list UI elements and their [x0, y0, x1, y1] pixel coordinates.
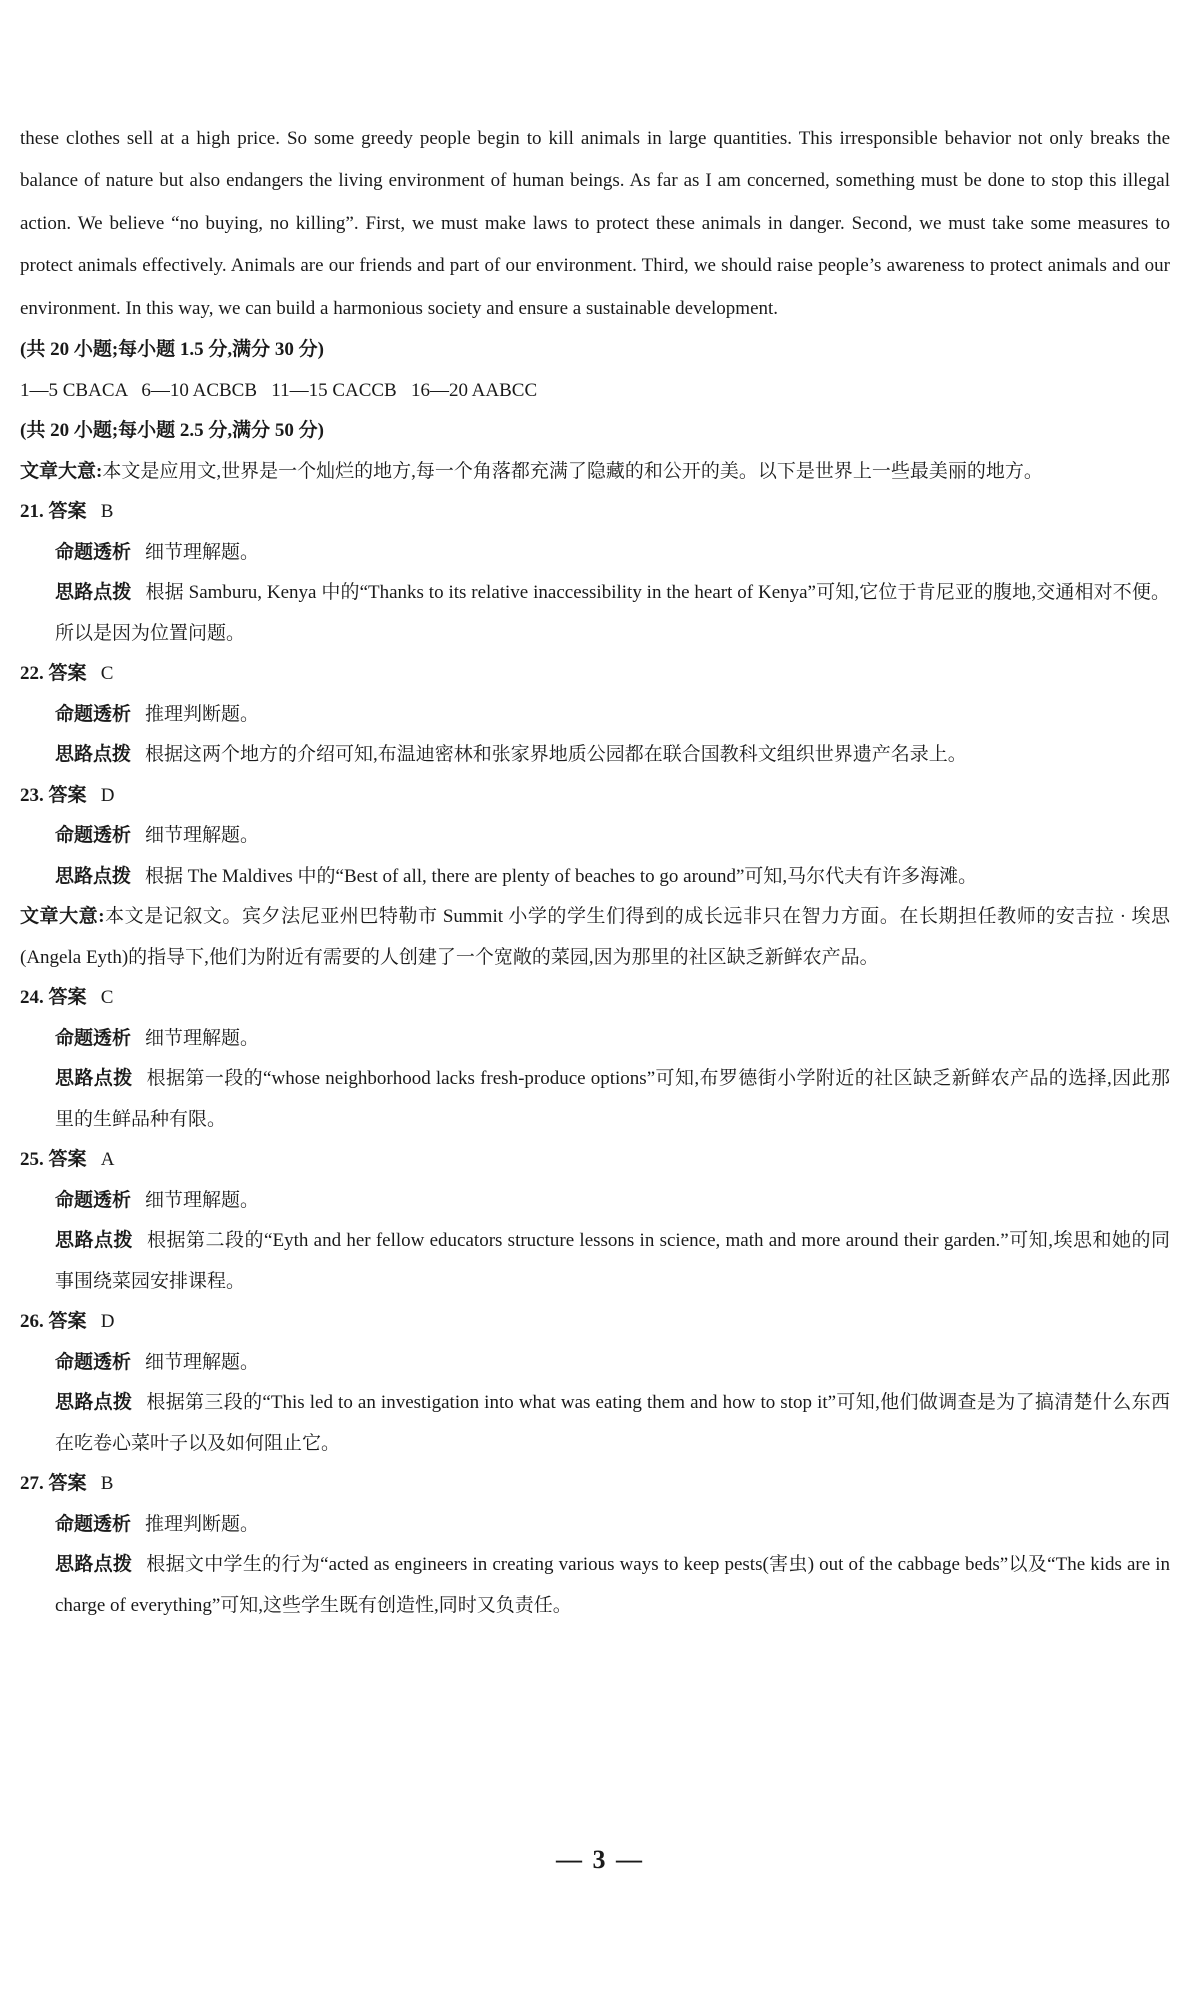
type-label: 命题透析	[55, 703, 132, 725]
hint-label: 思路点拨	[55, 865, 132, 887]
page-number: — 3 —	[556, 1845, 644, 1874]
document-page	[20, 118, 1170, 1626]
hint-label: 思路点拨	[55, 582, 132, 604]
type-label: 命题透析	[55, 541, 132, 563]
hint-label: 思路点拨	[55, 1230, 134, 1252]
type-label: 命题透析	[55, 1513, 132, 1535]
section1-header: (共 20 小题;每小题 1.5 分,满分 30 分)	[20, 339, 324, 361]
answer-value: D	[100, 1311, 115, 1333]
answer-value: B	[100, 501, 114, 523]
question-22	[20, 654, 1170, 776]
summary-text: 本文是应用文,世界是一个灿烂的地方,每一个角落都充满了隐藏的和公开的美。以下是世界上一些最美丽的地方。	[102, 460, 1043, 482]
hint-text: 根据这两个地方的介绍可知,布温迪密林和张家界地质公园都在联合国教科文组织世界遗产名录上。	[145, 744, 967, 766]
type-value: 细节理解题。	[145, 1189, 260, 1211]
answer-value: A	[100, 1149, 115, 1171]
hint-text: 根据第二段的“Eyth and her fellow educators structure lessons in science, math and more around their garden.”可知,埃思和她的同事围绕菜园安排课程。	[55, 1230, 1170, 1292]
hint-text: 根据第三段的“This led to an investigation into what was eating them and how to stop it”可知,他们做调查是为了搞清楚什么东西在吃卷心菜叶子以及如何阻止它。	[55, 1392, 1170, 1454]
type-label: 命题透析	[55, 1027, 132, 1049]
type-value: 细节理解题。	[145, 1351, 260, 1373]
type-value: 细节理解题。	[145, 1027, 260, 1049]
type-value: 细节理解题。	[145, 541, 260, 563]
question-number: 26.	[20, 1311, 44, 1333]
section1-answers: 1—5 CBACA 6—10 ACBCB 11—15 CACCB 16—20 AABCC	[20, 379, 538, 401]
answer-label: 答案	[48, 1311, 87, 1333]
answer-value: C	[100, 987, 114, 1009]
summary-label: 文章大意:	[20, 460, 103, 482]
question-27	[20, 1464, 1170, 1626]
hint-text: 根据 Samburu, Kenya 中的“Thanks to its relative inaccessibility in the heart of Kenya”可知,它位于肯尼亚的腹地,交通相对不便。所以是因为位置问题。	[55, 582, 1170, 644]
hint-text: 根据文中学生的行为“acted as engineers in creating various ways to keep pests(害虫) out of the cabbage beds”以及“The kids are in charge of everything”可知,这些学生既有创造性,同时又负责任。	[55, 1554, 1170, 1616]
type-value: 推理判断题。	[145, 1513, 260, 1535]
answer-label: 答案	[48, 1473, 87, 1495]
hint-label: 思路点拨	[55, 744, 132, 766]
question-26	[20, 1302, 1170, 1464]
answer-value: B	[100, 1473, 114, 1495]
question-number: 21.	[20, 501, 44, 523]
type-value: 细节理解题。	[145, 825, 260, 847]
question-23	[20, 776, 1170, 898]
question-number: 27.	[20, 1473, 44, 1495]
question-number: 22.	[20, 663, 44, 685]
type-label: 命题透析	[55, 825, 132, 847]
answer-label: 答案	[48, 501, 87, 523]
question-number: 24.	[20, 987, 44, 1009]
answer-label: 答案	[48, 663, 87, 685]
type-value: 推理判断题。	[145, 703, 260, 725]
question-number: 23.	[20, 784, 44, 806]
type-label: 命题透析	[55, 1351, 132, 1373]
passage-summary	[20, 897, 1170, 978]
question-number: 25.	[20, 1149, 44, 1171]
question-25	[20, 1140, 1170, 1302]
hint-label: 思路点拨	[55, 1068, 133, 1090]
passage-summary	[20, 452, 1170, 493]
summary-label: 文章大意:	[20, 906, 105, 928]
summary-text: 本文是记叙文。宾夕法尼亚州巴特勒市 Summit 小学的学生们得到的成长远非只在智力方面。在长期担任教师的安吉拉 · 埃思(Angela Eyth)的指导下,他们为附近有需要的人创建了一个宽敞的菜园,因为那里的社区缺乏新鲜农产品。	[20, 906, 1170, 968]
answer-value: C	[100, 663, 114, 685]
hint-text: 根据第一段的“whose neighborhood lacks fresh-produce options”可知,布罗德街小学附近的社区缺乏新鲜农产品的选择,因此那里的生鲜品种有限。	[55, 1068, 1170, 1130]
answer-label: 答案	[48, 987, 87, 1009]
hint-text: 根据 The Maldives 中的“Best of all, there are plenty of beaches to go around”可知,马尔代夫有许多海滩。	[145, 865, 978, 887]
essay-paragraph: these clothes sell at a high price. So some greedy people begin to kill animals in large quantities. This irresponsible behavior not only breaks the balance of nature but also endangers the living environment of human beings. As far as I am concerned, something must be done to stop this illegal action. We believe “no buying, no killing”. First, we must make laws to protect these animals in danger. Second, we must take some measures to protect animals effectively. Animals are our friends and part of our environment. Third, we should raise people’s awareness to protect animals and our environment. In this way, we can build a harmonious society and ensure a sustainable development.	[20, 128, 1170, 319]
section2-header: (共 20 小题;每小题 2.5 分,满分 50 分)	[20, 420, 324, 442]
question-21	[20, 492, 1170, 654]
hint-label: 思路点拨	[55, 1392, 133, 1414]
answer-value: D	[100, 784, 115, 806]
answer-label: 答案	[48, 784, 87, 806]
hint-label: 思路点拨	[55, 1554, 133, 1576]
type-label: 命题透析	[55, 1189, 132, 1211]
question-24	[20, 978, 1170, 1140]
answer-label: 答案	[48, 1149, 87, 1171]
